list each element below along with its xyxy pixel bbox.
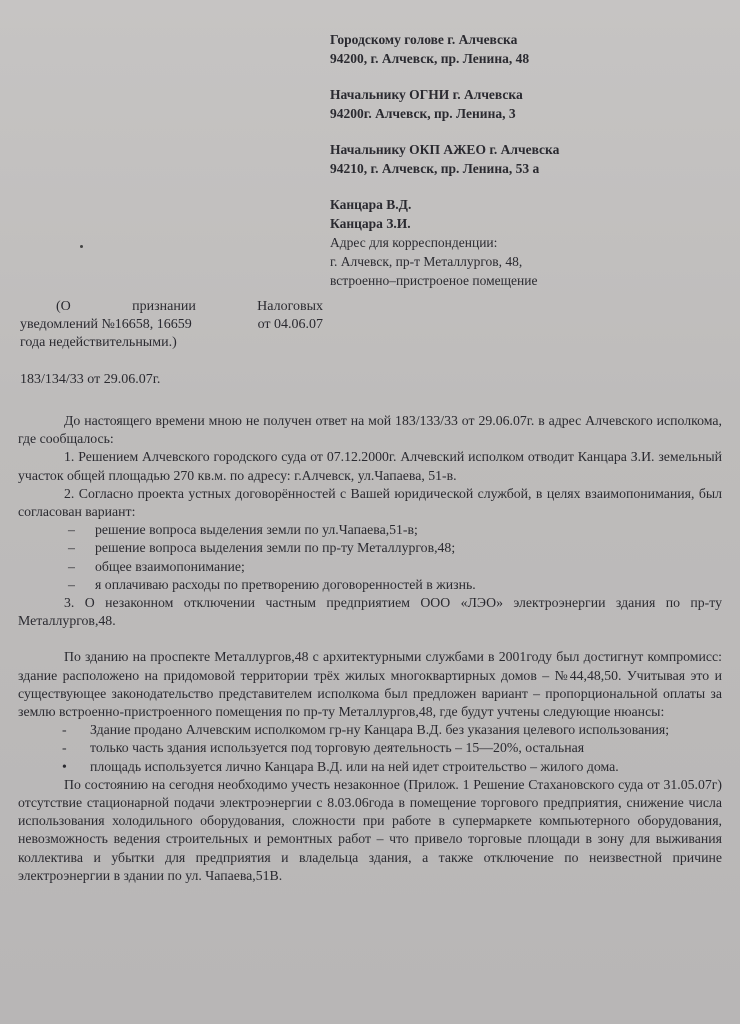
correspondence-line: встроенно–пристроеное помещение: [330, 273, 538, 288]
list-item-text: общее взаимопонимание;: [95, 558, 245, 574]
sender-names: [330, 195, 730, 233]
dash-marker: –: [68, 522, 75, 538]
ink-dot: [80, 245, 83, 248]
paragraph-2: По зданию на проспекте Металлургов,48 с архитектурными службами в 2001году был достигнут компромисс: здание расположено на придомовой территории трёх жилых многоквартирных домов – №44,48,50. Учитывая это и существующее законодательство представителем исполкома был предложен вариант – пропорциональной оплаты за землю встроенно-пристроенного помещения по пр-ту Металлургов,48, где будут учтены следующие нюансы:: [18, 649, 722, 720]
dash-marker: –: [68, 558, 75, 574]
bullet-marker: -: [62, 740, 67, 756]
bullet-marker: •: [62, 758, 67, 774]
point-2: 2. Согласно проекта устных договорённостей с Вашей юридической службой, в целях взаимопонимания, был согласован вариант:: [18, 485, 722, 520]
list-item: [18, 576, 722, 594]
list-item-text: площадь используется лично Канцара В.Д. или на ней идет строительство – жилого дома.: [90, 758, 619, 774]
point-1: 1. Решением Алчевского городского суда от 07.12.2000г. Алчевский исполком отводит Канцара З.И. земельный участок общей площадью 270 кв.м. по адресу: г.Алчевск, ул.Чапаева, 51-в.: [18, 449, 722, 483]
subject-block: [20, 298, 323, 352]
reference-number: 183/134/33 от 29.06.07г.: [20, 372, 161, 387]
subject-line: года недействительными.): [20, 335, 177, 350]
recipient-title: Городскому голове г. Алчевска: [330, 32, 518, 47]
recipient-okp: [330, 140, 730, 178]
correspondence-label: Адрес для корреспонденции:: [330, 235, 498, 250]
subject-word: (О: [56, 299, 71, 314]
list-item-text: я оплачиваю расходы по претворению договоренностей в жизнь.: [95, 576, 476, 592]
list-item-text: решение вопроса выделения земли по ул.Чапаева,51-в;: [95, 522, 418, 538]
recipient-mayor: [330, 30, 730, 68]
paragraph-3: По состоянию на сегодня необходимо учесть незаконное (Прилож. 1 Решение Стахановского суда от 31.05.07г) отсутствие стационарной подачи электроэнергии с 8.03.06года в помещение торгового предприятия, снижение числа использования холодильного оборудования, сложности при работе в супермаркете компьютерного оборудования, невозможность ведения строительных и ремонтных работ – что привело торговые площади в зону для выживания коллектива и убытки для предприятия и владельца здания, а также отключение по неизвестной причине электроэнергии в здании по ул. Чапаева,51В.: [18, 776, 722, 883]
correspondence-address: [330, 233, 730, 290]
list-item: [18, 758, 722, 776]
recipient-title: Начальнику ОКП АЖЕО г. Алчевска: [330, 142, 560, 157]
list-item: [18, 539, 722, 557]
list-item-text: Здание продано Алчевским исполкомом гр-ну Канцара В.Д. без указания целевого использования;: [90, 722, 670, 738]
list-item-text: только часть здания используется под торговую деятельность – 15—20%, остальная: [90, 740, 585, 756]
list-item: [18, 739, 722, 757]
list-item: [18, 521, 722, 539]
recipient-title: Начальнику ОГНИ г. Алчевска: [330, 87, 523, 102]
recipient-address: 94210, г. Алчевск, пр. Ленина, 53 а: [330, 161, 540, 176]
list-item: [18, 721, 722, 739]
sender-name: Канцара В.Д.: [330, 197, 412, 212]
dash-marker: –: [68, 576, 75, 592]
recipient-ogni: [330, 85, 730, 123]
list-item: [18, 558, 722, 576]
bullet-marker: -: [62, 722, 67, 738]
subject-word: признании: [132, 299, 196, 314]
recipient-address: 94200г. Алчевск, пр. Ленина, 3: [330, 106, 516, 121]
intro-paragraph: До настоящего времени мною не получен ответ на мой 183/133/33 от 29.06.07г. в адрес Алчевского исполкома, где сообщалось:: [18, 413, 722, 447]
letter-body: [18, 412, 722, 885]
point-3: 3. О незаконном отключении частным предприятием ООО «ЛЭО» электроэнергии здания по пр-ту Металлургов,48.: [18, 595, 722, 629]
subject-part: уведомлений №16658, 16659: [20, 317, 192, 332]
list-item-text: решение вопроса выделения земли по пр-ту Металлургов,48;: [95, 540, 456, 556]
subject-word: Налоговых: [257, 299, 323, 314]
addressee-block: [330, 30, 730, 290]
recipient-address: 94200, г. Алчевск, пр. Ленина, 48: [330, 51, 530, 66]
subject-part: от 04.06.07: [257, 317, 323, 332]
dash-marker: –: [68, 540, 75, 556]
sender-name: Канцара З.И.: [330, 216, 411, 231]
correspondence-line: г. Алчевск, пр-т Металлургов, 48,: [330, 254, 523, 269]
